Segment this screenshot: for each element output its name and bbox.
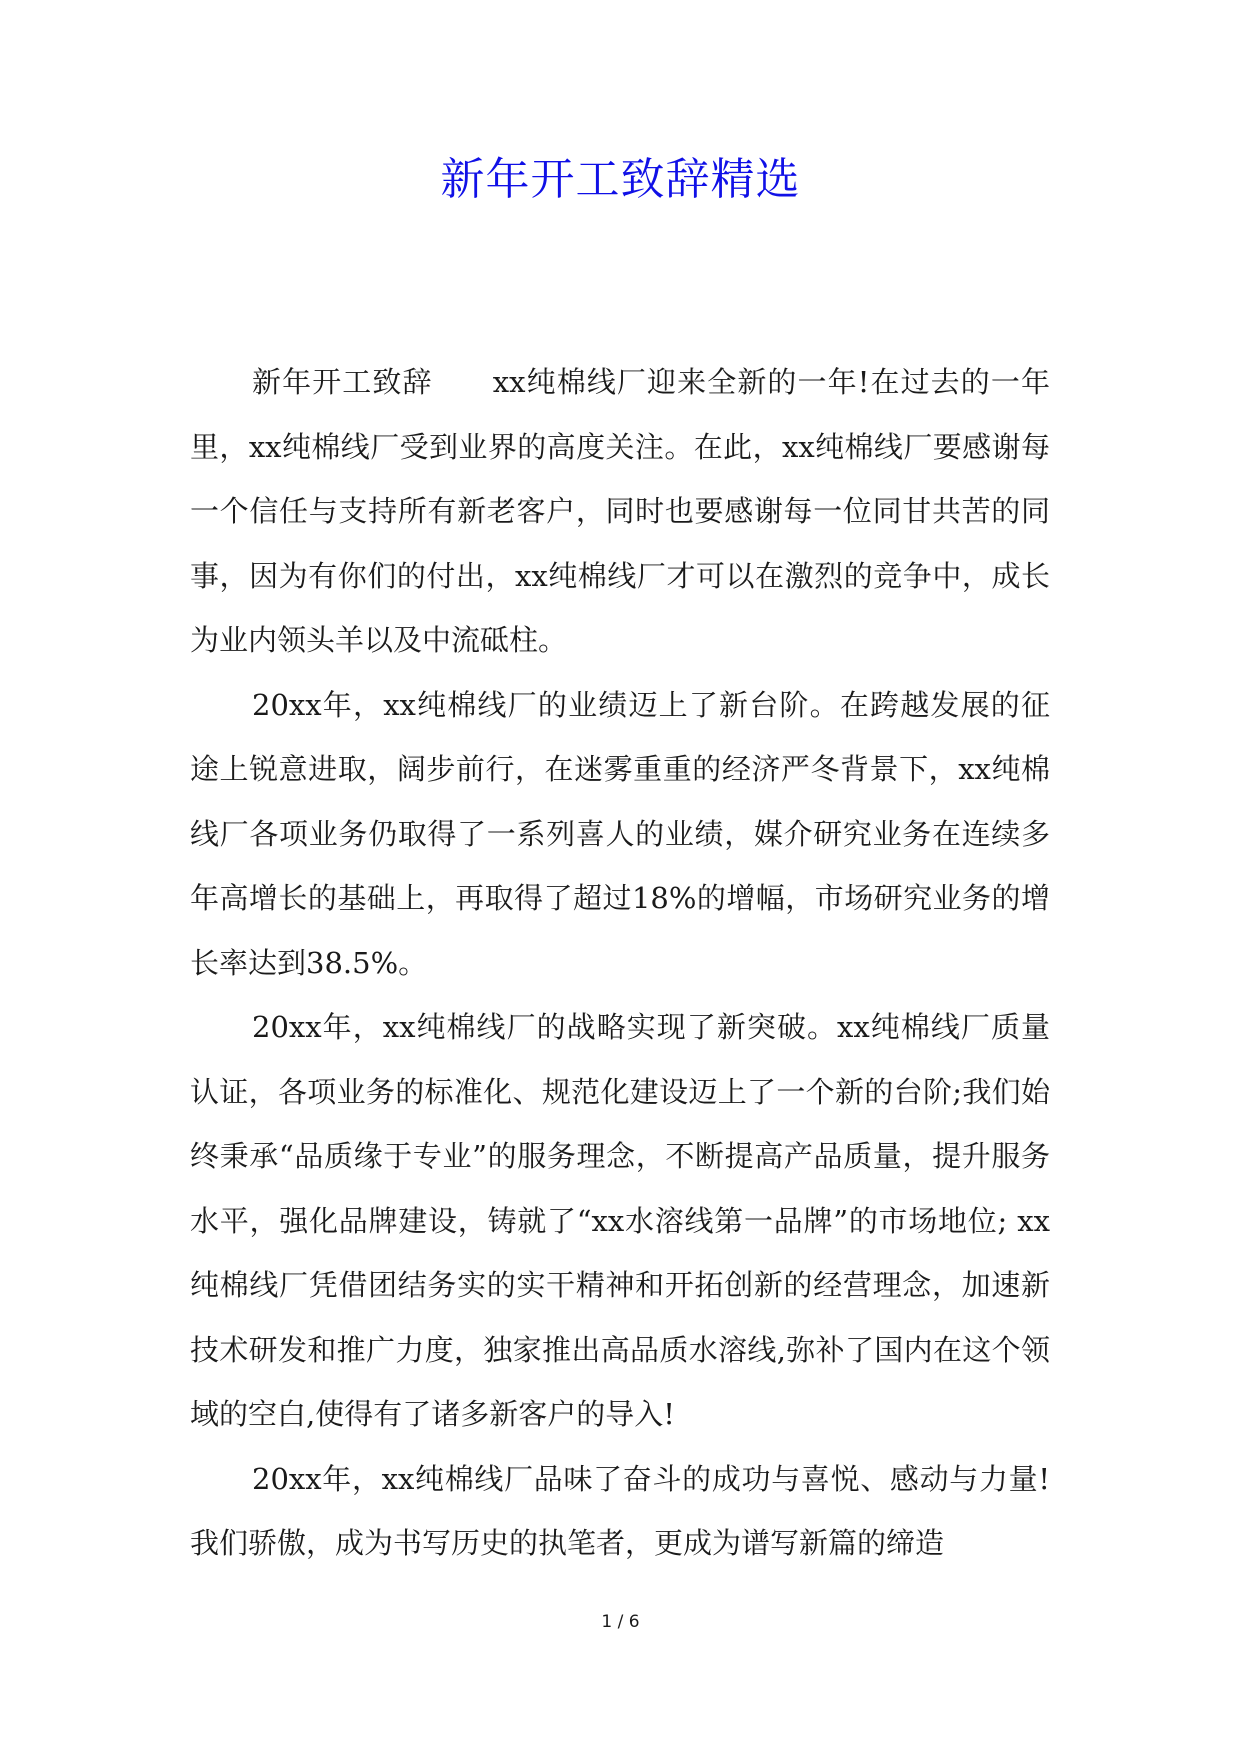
document-body [190, 350, 1050, 1576]
paragraph-1: 新年开工致辞 xx纯棉线厂迎来全新的一年!在过去的一年里，xx纯棉线厂受到业界的高度关注。在此，xx纯棉线厂要感谢每一个信任与支持所有新老客户，同时也要感谢每一位同甘共苦的同事，因为有你们的付出，xx纯棉线厂才可以在激烈的竞争中，成长为业内领头羊以及中流砥柱。 [190, 365, 1050, 657]
paragraph-4: 20xx年，xx纯棉线厂品味了奋斗的成功与喜悦、感动与力量!我们骄傲，成为书写历史的执笔者，更成为谱写新篇的缔造 [190, 1461, 1050, 1560]
paragraph-2: 20xx年，xx纯棉线厂的业绩迈上了新台阶。在跨越发展的征途上锐意进取，阔步前行，在迷雾重重的经济严冬背景下，xx纯棉线厂各项业务仍取得了一系列喜人的业绩，媒介研究业务在连续多年高增长的基础上，再取得了超过18%的增幅，市场研究业务的增长率达到38.5%。 [190, 687, 1050, 980]
page-number: 1 / 6 [601, 1612, 640, 1632]
paragraph-3: 20xx年，xx纯棉线厂的战略实现了新突破。xx纯棉线厂质量认证，各项业务的标准化、规范化建设迈上了一个新的台阶;我们始终秉承“品质缘于专业”的服务理念，不断提高产品质量，提升服务水平，强化品牌建设，铸就了“xx水溶线第一品牌”的市场地位; xx纯棉线厂凭借团结务实的实干精神和开拓创新的经营理念，加速新技术研发和推广力度，独家推出高品质水溶线,弥补了国内在这个领域的空白,使得有了诸多新客户的导入! [190, 1010, 1050, 1431]
document-title: 新年开工致辞精选 [440, 154, 801, 205]
